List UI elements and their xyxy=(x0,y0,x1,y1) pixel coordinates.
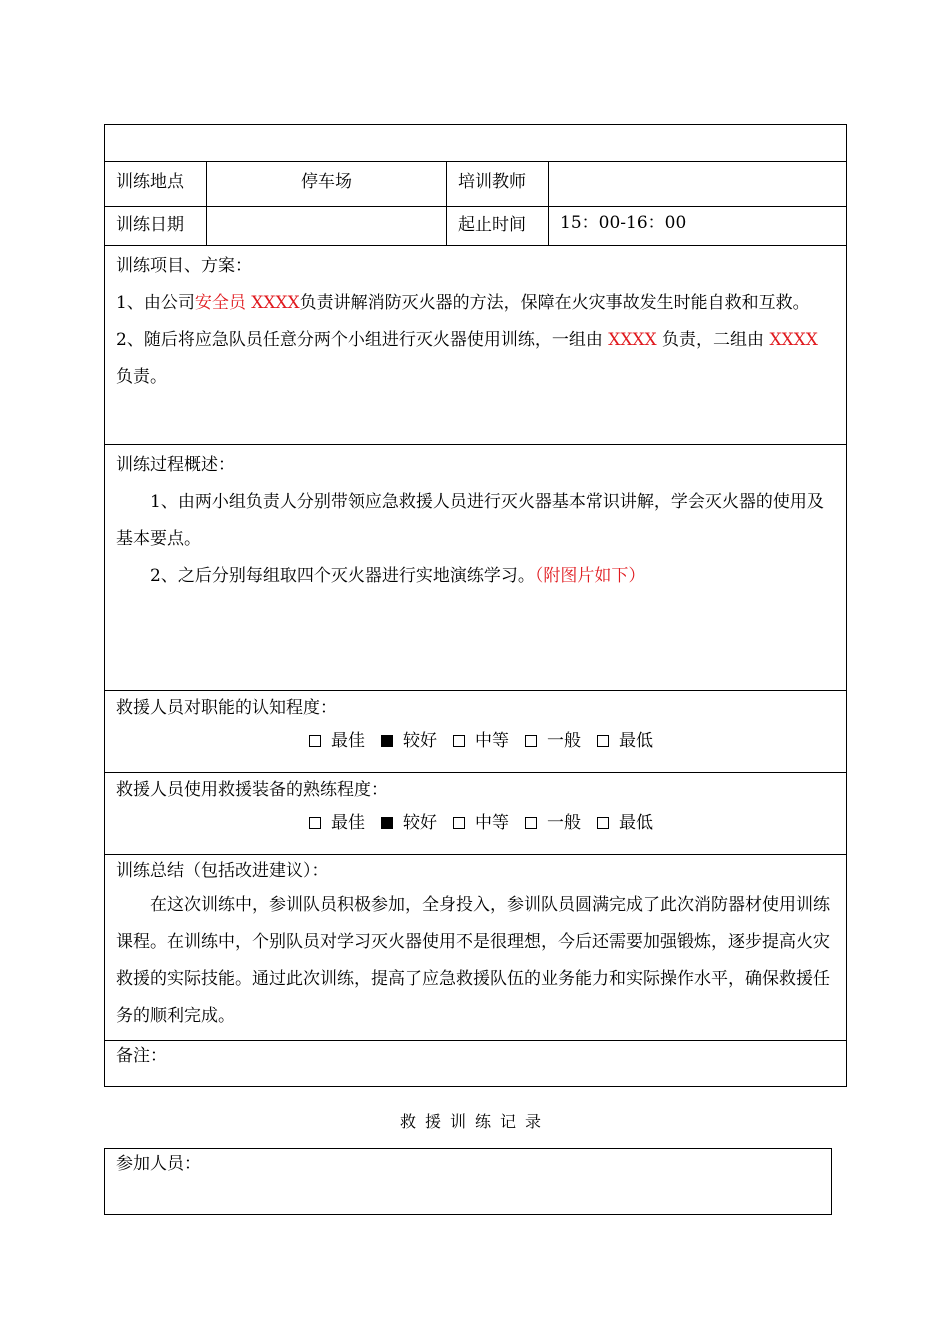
location-value[interactable]: 停车场 xyxy=(207,162,447,207)
cognition-option-label: 中等 xyxy=(475,731,509,751)
header-row-empty xyxy=(105,125,847,162)
cognition-option-label: 最佳 xyxy=(331,731,365,751)
cognition-option-3[interactable] xyxy=(453,731,509,751)
proficiency-option-3[interactable] xyxy=(453,813,509,833)
proficiency-option-1[interactable] xyxy=(309,813,365,833)
participants-table xyxy=(104,1148,832,1215)
proficiency-option-label: 中等 xyxy=(475,813,509,833)
checkbox-icon[interactable] xyxy=(453,817,465,829)
remarks-section[interactable] xyxy=(105,1041,847,1087)
process-section xyxy=(105,445,847,691)
proficiency-heading: 救援人员使用救援装备的熟练程度： xyxy=(116,780,388,800)
checkbox-icon[interactable] xyxy=(597,817,609,829)
process-item-1: 1、由两小组负责人分别带领应急救援人员进行灭火器基本常识讲解，学会灭火器的使用及基本要点。 xyxy=(116,492,824,549)
cognition-section xyxy=(105,691,847,773)
proficiency-option-label: 较好 xyxy=(403,813,437,833)
summary-body: 在这次训练中，参训队员积极参加，全身投入，参训队员圆满完成了此次消防器材使用训练课程。在训练中，个别队员对学习灭火器使用不是很理想，今后还需要加强锻炼，逐步提高火灾救援的实际技能。通过此次训练，提高了应急救援队伍的业务能力和实际操作水平，确保救援任务的顺利完成。 xyxy=(116,895,830,1026)
plan-heading: 训练项目、方案： xyxy=(116,256,252,276)
time-value[interactable]: 15：00-16：00 xyxy=(549,207,847,246)
record-caption: 救援训练记录 xyxy=(399,1112,550,1131)
checkbox-icon[interactable] xyxy=(525,817,537,829)
cognition-option-label: 最低 xyxy=(619,731,653,751)
checkbox-icon[interactable] xyxy=(309,735,321,747)
checkbox-icon[interactable] xyxy=(453,735,465,747)
cognition-option-label: 较好 xyxy=(403,731,437,751)
time-label: 起止时间 xyxy=(447,207,549,246)
checkbox-icon[interactable] xyxy=(309,817,321,829)
location-label: 训练地点 xyxy=(105,162,207,207)
proficiency-option-label: 一般 xyxy=(547,813,581,833)
checkbox-icon[interactable] xyxy=(597,735,609,747)
remarks-label: 备注： xyxy=(116,1046,167,1066)
attached-photos-note: （附图片如下） xyxy=(534,566,646,586)
participants-label: 参加人员： xyxy=(116,1154,201,1174)
proficiency-option-5[interactable] xyxy=(597,813,653,833)
cognition-option-1[interactable] xyxy=(309,731,365,751)
cognition-option-4[interactable] xyxy=(525,731,581,751)
proficiency-option-4[interactable] xyxy=(525,813,581,833)
date-value[interactable] xyxy=(207,207,447,246)
proficiency-ratings xyxy=(116,805,846,841)
proficiency-option-label: 最佳 xyxy=(331,813,365,833)
plan-item-1-red: 安全员 XXXX xyxy=(194,293,300,313)
plan-item-2: 2、随后将应急队员任意分两个小组进行灭火器使用训练，一组由 XXXX 负责，二组由 XXXX 负责。 xyxy=(116,330,818,387)
summary-section xyxy=(105,855,847,1041)
date-label: 训练日期 xyxy=(105,207,207,246)
proficiency-option-2[interactable] xyxy=(381,813,437,833)
training-record-table xyxy=(104,124,847,1087)
cognition-option-2[interactable] xyxy=(381,731,437,751)
summary-heading: 训练总结（包括改进建议）： xyxy=(116,861,329,881)
checked-checkbox-icon[interactable] xyxy=(381,817,393,829)
process-heading: 训练过程概述： xyxy=(116,455,235,475)
cognition-option-5[interactable] xyxy=(597,731,653,751)
checked-checkbox-icon[interactable] xyxy=(381,735,393,747)
proficiency-option-label: 最低 xyxy=(619,813,653,833)
plan-item-1: 1、由公司安全员 XXXX负责讲解消防灭火器的方法，保障在火灾事故发生时能自救和互救。 xyxy=(116,293,810,313)
cognition-heading: 救援人员对职能的认知程度： xyxy=(116,698,337,718)
trainer-label: 培训教师 xyxy=(447,162,549,207)
participants-section[interactable] xyxy=(105,1149,832,1215)
plan-section xyxy=(105,246,847,445)
cognition-ratings xyxy=(116,723,846,759)
proficiency-section xyxy=(105,773,847,855)
checkbox-icon[interactable] xyxy=(525,735,537,747)
trainer-value[interactable] xyxy=(549,162,847,207)
cognition-option-label: 一般 xyxy=(547,731,581,751)
process-item-2: 2、之后分别每组取四个灭火器进行实地演练学习。（附图片如下） xyxy=(150,566,646,586)
